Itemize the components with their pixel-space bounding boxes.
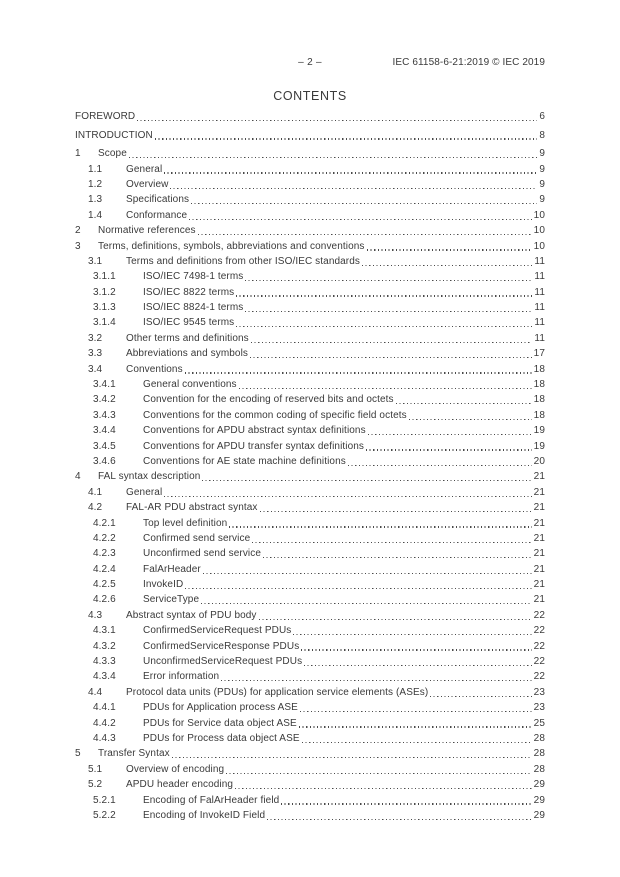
dotted-leader xyxy=(226,773,532,774)
toc-entry-page: 9 xyxy=(539,148,545,160)
toc-entry xyxy=(75,469,545,484)
toc-entry-number: 4.2.6 xyxy=(93,594,116,606)
dotted-leader xyxy=(260,511,532,512)
toc-entry-title: UnconfirmedServiceRequest PDUs xyxy=(143,656,303,668)
toc-entry-page: 22 xyxy=(533,671,545,683)
toc-entry-number: 4.3.1 xyxy=(93,625,116,637)
toc-entry-title: FOREWORD xyxy=(75,111,136,122)
toc-entry-page: 23 xyxy=(533,702,545,714)
page-number-marker: – 2 – xyxy=(298,57,322,68)
toc-entry-title: Error information xyxy=(143,671,220,683)
dotted-leader xyxy=(281,803,531,804)
toc-entry xyxy=(75,562,545,577)
toc-entry xyxy=(75,654,545,669)
toc-entry-page: 9 xyxy=(539,163,545,175)
toc-entry-page: 11 xyxy=(534,302,545,314)
toc-entry-page: 21 xyxy=(533,471,545,483)
dotted-leader xyxy=(250,357,532,358)
toc-entry-page: 21 xyxy=(533,486,545,498)
dotted-leader xyxy=(304,665,532,666)
toc-entry-title: ServiceType xyxy=(143,594,200,606)
toc-entry-number: 3.4.5 xyxy=(93,440,116,452)
toc-entry xyxy=(75,531,545,546)
toc-entry-title: PDUs for Application process ASE xyxy=(143,702,298,714)
toc-entry xyxy=(75,208,545,223)
toc-entry-page: 10 xyxy=(533,225,545,237)
toc-entry-page: 18 xyxy=(533,363,545,375)
dotted-leader xyxy=(252,542,531,543)
toc-entry-title: Conventions for APDU abstract syntax definitions xyxy=(143,425,366,437)
dotted-leader xyxy=(236,295,532,296)
toc-entry-page: 22 xyxy=(533,609,545,621)
dotted-leader xyxy=(137,120,537,121)
toc-entry-title: PDUs for Process data object ASE xyxy=(143,733,300,744)
toc-entry-page: 10 xyxy=(533,209,545,221)
toc-entry xyxy=(75,392,545,407)
dotted-leader xyxy=(236,326,532,327)
dotted-leader xyxy=(267,819,532,820)
toc-entry-title: Conventions xyxy=(126,363,183,375)
toc-entry xyxy=(75,362,545,377)
dotted-leader xyxy=(229,526,531,527)
toc-entry-page: 23 xyxy=(533,686,545,698)
toc-entry-title: Scope xyxy=(98,148,127,160)
toc-entry xyxy=(75,777,545,792)
toc-entry-title: General xyxy=(126,486,163,498)
toc-entry-number: 3.1.3 xyxy=(93,302,116,314)
toc-entry-number: 3.4.2 xyxy=(93,394,116,406)
toc-entry-page: 9 xyxy=(539,178,545,190)
dotted-leader xyxy=(221,680,532,681)
toc-entry-title: Overview xyxy=(126,178,169,190)
toc-entry-title: Specifications xyxy=(126,194,190,206)
dotted-leader xyxy=(198,234,532,235)
toc-entry-number: 4.2 xyxy=(88,502,103,514)
toc-entry-title: Protocol data units (PDUs) for application service elements (ASEs) xyxy=(126,686,429,698)
toc-entry-title: INTRODUCTION xyxy=(75,129,153,141)
toc-entry xyxy=(75,592,545,607)
toc-entry-page: 29 xyxy=(533,809,545,821)
toc-entry xyxy=(75,162,545,177)
toc-entry-title: General xyxy=(126,163,163,175)
toc-entry xyxy=(75,109,545,124)
dotted-leader xyxy=(366,449,532,450)
dotted-leader xyxy=(251,342,533,343)
toc-entry-page: 19 xyxy=(533,440,545,452)
toc-entry-page: 29 xyxy=(533,779,545,791)
toc-entry-page: 28 xyxy=(533,748,545,760)
toc-entry-title: Abstract syntax of PDU body xyxy=(126,609,257,621)
toc-entry xyxy=(75,608,545,623)
toc-entry-title: Conventions for APDU transfer syntax definitions xyxy=(143,440,365,452)
toc-entry-page: 11 xyxy=(534,332,545,344)
toc-entry xyxy=(75,700,545,715)
toc-entry-title: ISO/IEC 7498-1 terms xyxy=(143,271,244,283)
toc-entry-number: 4.4.2 xyxy=(93,717,116,729)
toc-entry-title: ConfirmedServiceRequest PDUs xyxy=(143,625,292,637)
toc-entry-page: 21 xyxy=(533,517,545,529)
toc-entry xyxy=(75,423,545,438)
toc-entry-title: Other terms and definitions xyxy=(126,332,249,344)
toc-entry-number: 1.4 xyxy=(88,209,103,221)
table-of-contents xyxy=(75,109,545,823)
toc-entry-number: 5.1 xyxy=(88,763,103,775)
toc-entry-number: 3.4.4 xyxy=(93,425,116,437)
dotted-leader xyxy=(299,726,532,727)
toc-entry xyxy=(75,239,545,254)
toc-entry-number: 1.3 xyxy=(88,194,103,206)
toc-entry-title: General conventions xyxy=(143,379,237,391)
dotted-leader xyxy=(301,649,531,650)
toc-entry xyxy=(75,746,545,761)
toc-entry xyxy=(75,269,545,284)
toc-entry-title: Terms and definitions from other ISO/IEC standards xyxy=(126,255,360,267)
toc-entry-page: 21 xyxy=(533,579,545,591)
toc-entry-page: 10 xyxy=(533,240,545,252)
toc-entry-number: 4.4.1 xyxy=(93,702,116,714)
toc-entry-page: 11 xyxy=(534,271,545,283)
toc-entry-page: 21 xyxy=(533,502,545,514)
toc-entry-page: 21 xyxy=(533,532,545,544)
dotted-leader xyxy=(172,757,532,758)
toc-entry-title: Conventions for the common coding of specific field octets xyxy=(143,409,407,421)
toc-entry-number: 4.3.3 xyxy=(93,656,116,668)
toc-entry-number: 3.4.1 xyxy=(93,379,116,391)
toc-entry-page: 11 xyxy=(534,317,545,329)
toc-entry xyxy=(75,485,545,500)
dotted-leader xyxy=(245,280,532,281)
toc-entry-page: 28 xyxy=(533,733,545,744)
toc-entry-page: 18 xyxy=(533,394,545,406)
toc-entry-number: 3.4.6 xyxy=(93,455,116,467)
toc-entry-title: PDUs for Service data object ASE xyxy=(143,717,297,729)
toc-entry-title: Unconfirmed send service xyxy=(143,548,262,560)
toc-entry-page: 6 xyxy=(539,111,545,122)
dotted-leader xyxy=(129,157,537,158)
dotted-leader xyxy=(203,573,532,574)
toc-entry-page: 29 xyxy=(533,794,545,806)
toc-entry-title: Transfer Syntax xyxy=(98,748,170,760)
toc-entry xyxy=(75,500,545,515)
toc-entry xyxy=(75,377,545,392)
dotted-leader xyxy=(201,603,532,604)
toc-entry-number: 1 xyxy=(75,148,81,160)
document-reference: IEC 61158-6-21:2019 © IEC 2019 xyxy=(392,57,545,68)
toc-entry-title: Conformance xyxy=(126,209,188,221)
toc-entry-number: 4.2.3 xyxy=(93,548,116,560)
toc-entry-title: Conventions for AE state machine definitions xyxy=(143,455,346,467)
toc-entry-page: 8 xyxy=(539,129,545,141)
dotted-leader xyxy=(259,619,532,620)
toc-entry-page: 18 xyxy=(533,409,545,421)
toc-entry xyxy=(75,439,545,454)
toc-entry-number: 4 xyxy=(75,471,81,483)
toc-entry xyxy=(75,192,545,207)
toc-entry xyxy=(75,669,545,684)
dotted-leader xyxy=(263,557,532,558)
toc-entry-title: FAL-AR PDU abstract syntax xyxy=(126,502,258,514)
dotted-leader xyxy=(155,138,537,139)
dotted-leader xyxy=(362,265,532,266)
dotted-leader xyxy=(293,634,531,635)
dotted-leader xyxy=(430,696,531,697)
toc-entry-page: 22 xyxy=(533,625,545,637)
toc-entry xyxy=(75,346,545,361)
toc-entry xyxy=(75,254,545,269)
dotted-leader xyxy=(164,496,531,497)
toc-entry-page: 17 xyxy=(533,348,545,360)
toc-entry-title: ISO/IEC 9545 terms xyxy=(143,317,235,329)
contents-title: CONTENTS xyxy=(273,89,347,103)
toc-entry-page: 21 xyxy=(533,563,545,575)
toc-entry-number: 2 xyxy=(75,225,81,237)
toc-entry-title: ISO/IEC 8822 terms xyxy=(143,286,235,298)
toc-entry-title: Encoding of InvokeID Field xyxy=(143,809,266,821)
dotted-leader xyxy=(202,480,531,481)
toc-entry-page: 18 xyxy=(533,379,545,391)
dotted-leader xyxy=(185,588,531,589)
toc-entry xyxy=(75,177,545,192)
toc-entry xyxy=(75,762,545,777)
toc-entry xyxy=(75,808,545,823)
dotted-leader xyxy=(245,311,532,312)
toc-entry xyxy=(75,454,545,469)
toc-entry-number: 4.4.3 xyxy=(93,733,116,744)
dotted-leader xyxy=(368,434,532,435)
dotted-leader xyxy=(348,465,532,466)
toc-entry-number: 5 xyxy=(75,748,81,760)
dotted-leader xyxy=(409,419,532,420)
toc-entry xyxy=(75,128,545,143)
toc-entry-page: 22 xyxy=(533,656,545,668)
toc-entry-number: 4.2.5 xyxy=(93,579,116,591)
toc-entry-page: 21 xyxy=(533,594,545,606)
toc-entry xyxy=(75,639,545,654)
toc-entry-number: 4.2.1 xyxy=(93,517,116,529)
toc-entry-title: Overview of encoding xyxy=(126,763,225,775)
page-header xyxy=(75,0,545,70)
toc-entry-number: 4.3.4 xyxy=(93,671,116,683)
toc-entry-number: 5.2 xyxy=(88,779,103,791)
toc-entry-page: 11 xyxy=(534,255,545,267)
toc-entry xyxy=(75,315,545,330)
toc-entry xyxy=(75,223,545,238)
toc-entry-title: ISO/IEC 8824-1 terms xyxy=(143,302,244,314)
toc-entry xyxy=(75,285,545,300)
toc-entry xyxy=(75,716,545,731)
toc-entry-page: 22 xyxy=(533,640,545,652)
toc-entry-number: 1.1 xyxy=(88,163,103,175)
toc-entry-page: 21 xyxy=(533,548,545,560)
toc-entry-page: 25 xyxy=(533,717,545,729)
toc-entry-title: FAL syntax description xyxy=(98,471,201,483)
toc-entry-page: 9 xyxy=(539,194,545,206)
toc-entry xyxy=(75,546,545,561)
toc-entry-number: 3.1 xyxy=(88,255,103,267)
dotted-leader xyxy=(235,788,532,789)
toc-entry-title: Convention for the encoding of reserved bits and octets xyxy=(143,394,394,406)
toc-entry xyxy=(75,408,545,423)
toc-entry-number: 1.2 xyxy=(88,178,103,190)
dotted-leader xyxy=(300,711,532,712)
toc-entry-title: Normative references xyxy=(98,225,196,237)
toc-entry-number: 4.3 xyxy=(88,609,103,621)
toc-entry-title: Encoding of FalArHeader field xyxy=(143,794,280,806)
dotted-leader xyxy=(185,372,532,373)
dotted-leader xyxy=(189,219,532,220)
toc-entry-number: 4.3.2 xyxy=(93,640,116,652)
toc-entry-number: 3.4 xyxy=(88,363,103,375)
dotted-leader xyxy=(164,172,537,173)
toc-entry-number: 3.2 xyxy=(88,332,103,344)
toc-entry xyxy=(75,300,545,315)
dotted-leader xyxy=(191,203,537,204)
toc-entry-number: 3.4.3 xyxy=(93,409,116,421)
toc-entry-number: 5.2.2 xyxy=(93,809,116,821)
toc-entry-title: Terms, definitions, symbols, abbreviations and conventions xyxy=(98,240,365,252)
dotted-leader xyxy=(170,188,537,189)
toc-entry-title: Top level definition xyxy=(143,517,228,529)
toc-entry-title: InvokeID xyxy=(143,579,184,591)
toc-entry-page: 20 xyxy=(533,455,545,467)
dotted-leader xyxy=(396,403,532,404)
toc-entry-number: 5.2.1 xyxy=(93,794,116,806)
toc-entry-title: APDU header encoding xyxy=(126,779,234,791)
dotted-leader xyxy=(302,742,532,743)
toc-entry xyxy=(75,731,545,746)
toc-entry xyxy=(75,331,545,346)
toc-entry-number: 4.4 xyxy=(88,686,103,698)
toc-entry-title: Confirmed send service xyxy=(143,532,251,544)
toc-entry xyxy=(75,516,545,531)
toc-entry xyxy=(75,793,545,808)
toc-entry-title: FalArHeader xyxy=(143,563,201,575)
toc-entry xyxy=(75,623,545,638)
toc-entry-title: Abbreviations and symbols xyxy=(126,348,249,360)
toc-entry-page: 11 xyxy=(534,286,545,298)
toc-entry-number: 3.3 xyxy=(88,348,103,360)
toc-entry-number: 4.1 xyxy=(88,486,103,498)
toc-entry-page: 19 xyxy=(533,425,545,437)
toc-entry xyxy=(75,577,545,592)
toc-entry-title: ConfirmedServiceResponse PDUs xyxy=(143,640,300,652)
toc-entry xyxy=(75,685,545,700)
toc-entry-number: 3.1.2 xyxy=(93,286,116,298)
toc-entry-number: 4.2.2 xyxy=(93,532,116,544)
toc-entry-number: 3 xyxy=(75,240,81,252)
dotted-leader xyxy=(239,388,532,389)
toc-entry xyxy=(75,146,545,161)
toc-entry-page: 28 xyxy=(533,763,545,775)
toc-entry-number: 4.2.4 xyxy=(93,563,116,575)
toc-entry-number: 3.1.4 xyxy=(93,317,116,329)
dotted-leader xyxy=(367,249,532,250)
toc-entry-number: 3.1.1 xyxy=(93,271,116,283)
